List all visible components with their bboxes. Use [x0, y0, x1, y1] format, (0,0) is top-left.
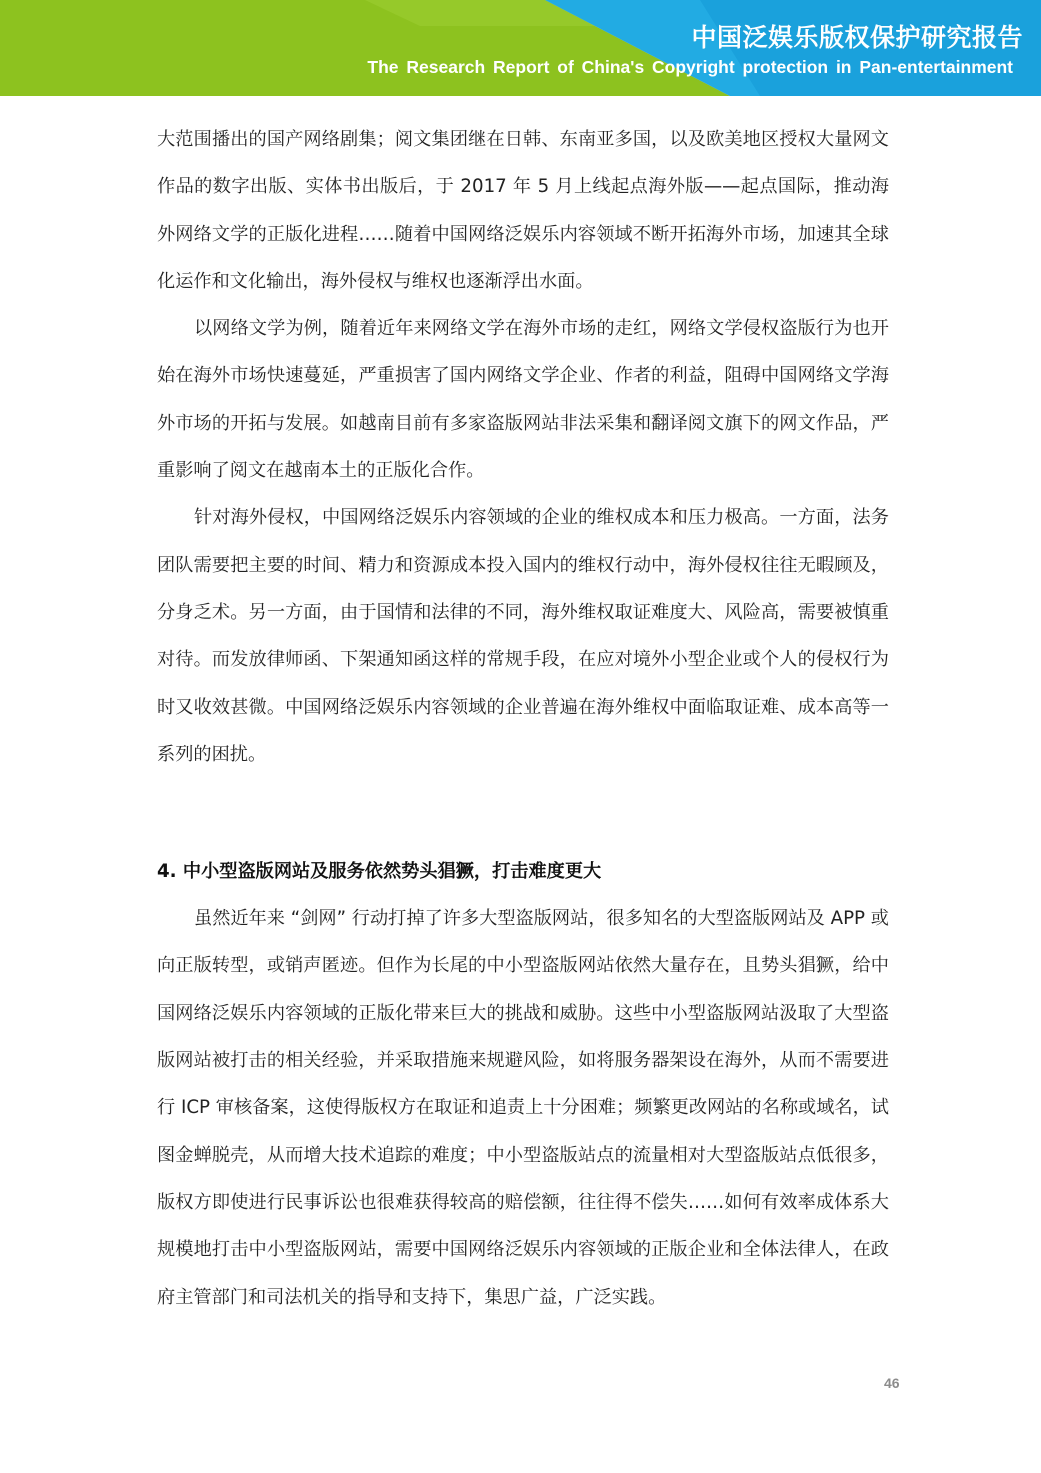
body-paragraph: 针对海外侵权，中国网络泛娱乐内容领域的企业的维权成本和压力极高。一方面，法务团队需要把主要的时间、精力和资源成本投入国内的维权行动中，海外侵权往往无暇顾及，分身乏术。另一方面，由于国情和法律的不同，海外维权取证难度大、风险高，需要被慎重对待。而发放律师函、下架通知函这样的常规手段，在应对境外小型企业或个人的侵权行为时又收效甚微。中国网络泛娱乐内容领域的企业普遍在海外维权中面临取证难、成本高等一系列的困扰。 [157, 507, 889, 765]
section-paragraph: 虽然近年来 “剑网” 行动打掉了许多大型盗版网站，很多知名的大型盗版网站及 APP 或向正版转型，或销声匿迹。但作为长尾的中小型盗版网站依然大量存在，且势头猖獗，给中国网络泛娱乐内容领域的正版化带来巨大的挑战和威胁。这些中小型盗版网站汲取了大型盗版网站被打击的相关经验，并采取措施来规避风险，如将服务器架设在海外，从而不需要进行 ICP 审核备案，这使得版权方在取证和追责上十分困难；频繁更改网站的名称或域名，试图金蝉脱壳，从而增大技术追踪的难度；中小型盗版站点的流量相对大型盗版站点低很多，版权方即使进行民事诉讼也很难获得较高的赔偿额，往往得不偿失……如何有效率成体系大规模地打击中小型盗版网站，需要中国网络泛娱乐内容领域的正版企业和全体法律人，在政府主管部门和司法机关的指导和支持下，集思广益，广泛实践。 [157, 908, 889, 1308]
body-paragraph: 大范围播出的国产网络剧集；阅文集团继在日韩、东南亚多国，以及欧美地区授权大量网文作品的数字出版、实体书出版后，于 2017 年 5 月上线起点海外版——起点国际，推动海外网络文学的正版化进程……随着中国网络泛娱乐内容领域不断开拓海外市场，加速其全球化运作和文化输出，海外侵权与维权也逐渐浮出水面。 [157, 129, 889, 292]
section-heading: 4. 中小型盗版网站及服务依然势头猖獗，打击难度更大 [157, 861, 602, 883]
report-title: 中国泛娱乐版权保护研究报告 [691, 23, 1023, 52]
main-content [157, 116, 889, 1321]
report-subtitle: The Research Report of China's Copyright protection in Pan-entertainment [367, 57, 1013, 77]
page-header [0, 0, 1041, 96]
page-number: 46 [884, 1375, 900, 1391]
body-paragraph: 以网络文学为例，随着近年来网络文学在海外市场的走红，网络文学侵权盗版行为也开始在海外市场快速蔓延，严重损害了国内网络文学企业、作者的利益，阻碍中国网络文学海外市场的开拓与发展。如越南目前有多家盗版网站非法采集和翻译阅文旗下的网文作品，严重影响了阅文在越南本土的正版化合作。 [157, 318, 889, 482]
